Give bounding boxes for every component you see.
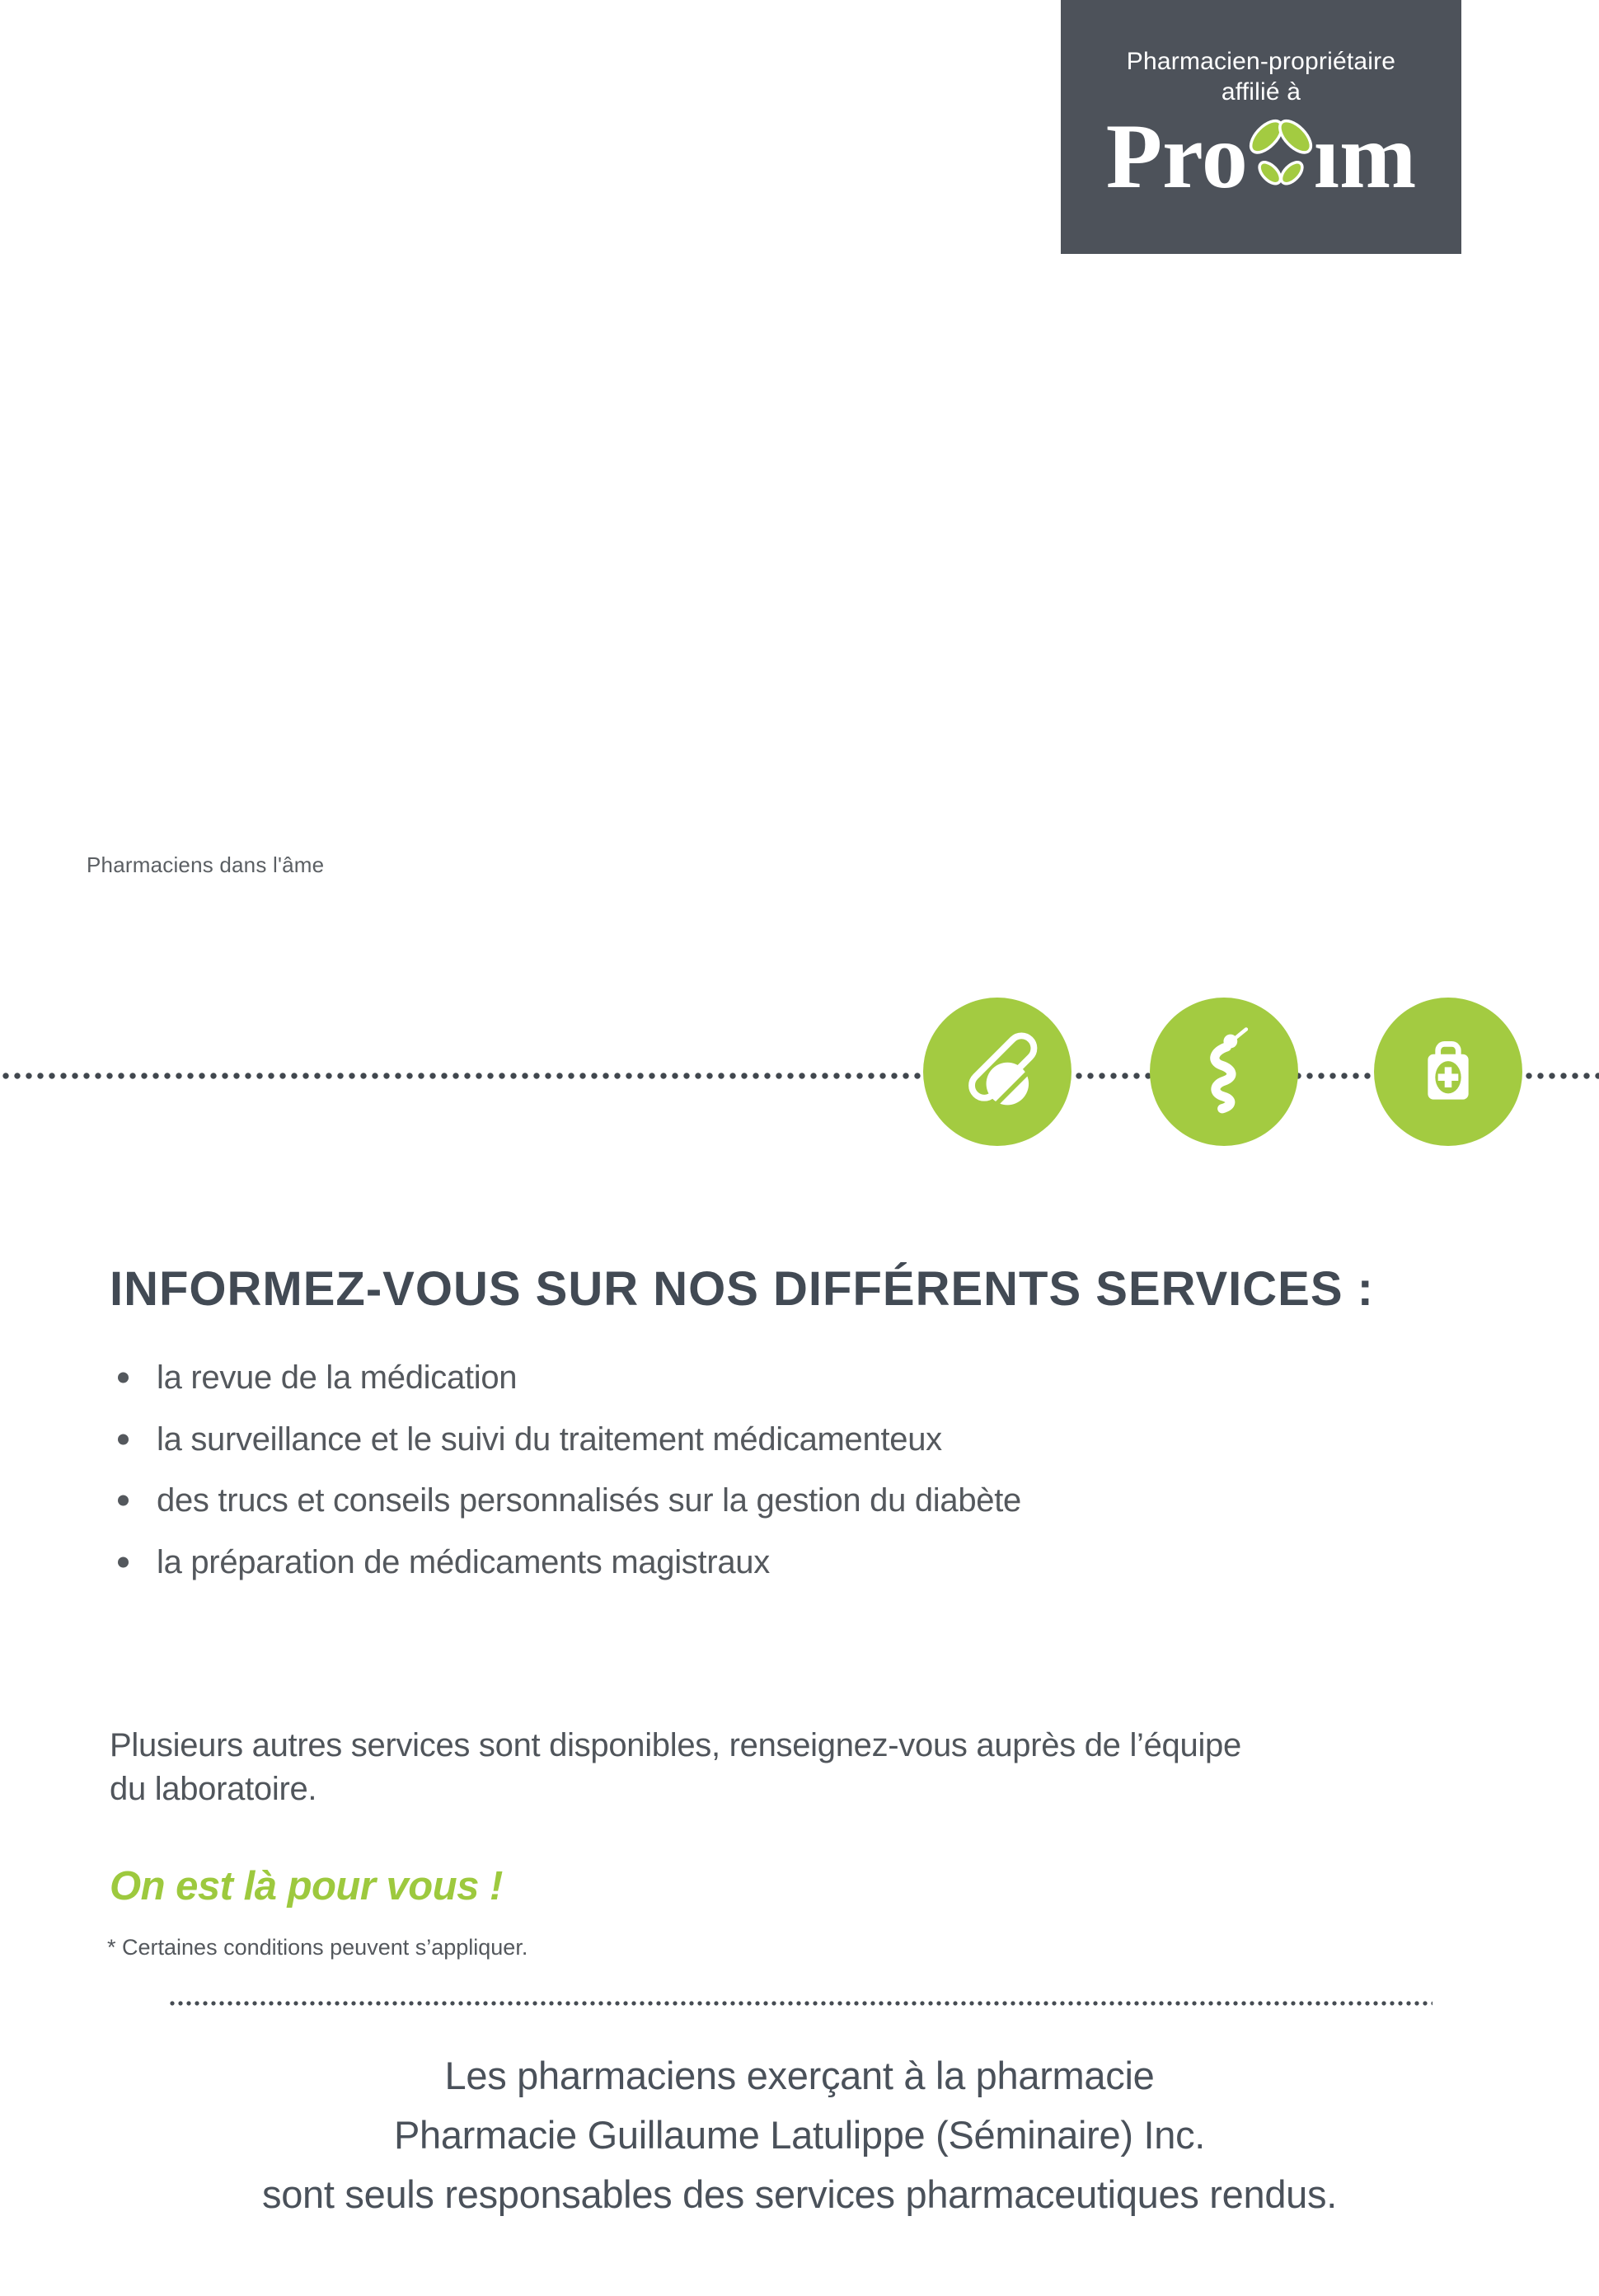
first-aid-kit-icon [1402,1026,1494,1118]
bullet-dot [118,1495,129,1506]
list-item [111,1532,1021,1594]
asclepius-icon-circle [1150,998,1298,1146]
list-item [111,1347,1021,1409]
more-services-text [110,1724,1346,1811]
bullet-dot [118,1556,129,1567]
brand-motto: Pharmaciens dans l'âme [87,852,325,877]
services-heading: INFORMEZ-VOUS SUR NOS DIFFÉRENTS SERVICES : [110,1262,1374,1316]
bullet-dot [118,1434,129,1444]
list-item [111,1470,1021,1532]
affiliation-line2: affilié à [1221,78,1301,106]
dotted-line [0,1073,1599,1079]
more-services-line1: Plusieurs autres services sont disponibles, renseignez-vous auprès de l’équipe [110,1727,1241,1763]
bullet-dot [118,1373,129,1383]
notice-line2: Pharmacie Guillaume Latulippe (Séminaire) Inc. [393,2113,1206,2157]
proxim-flower-icon [1245,112,1317,195]
more-services-line2: du laboratoire. [110,1771,317,1807]
notice-line3: sont seuls responsables des services pharmaceutiques rendus. [262,2172,1337,2216]
proxim-logo-text-pre: Pro [1105,106,1248,208]
first-aid-kit-icon-circle [1374,998,1522,1146]
proxim-logo-text-post: ım [1313,106,1417,208]
conditions-note: * Certaines conditions peuvent s’appliquer. [107,1935,528,1960]
services-list [111,1347,1021,1593]
list-item-label: des trucs et conseils personnalisés sur la gestion du diabète [157,1482,1021,1519]
proxim-logo [1061,106,1461,208]
list-item-label: la préparation de médicaments magistraux [157,1543,770,1580]
asclepius-icon [1178,1026,1270,1118]
list-item-label: la revue de la médication [157,1359,518,1396]
pill-icon [951,1026,1043,1118]
affiliation-line1: Pharmacien-propriétaire [1126,48,1396,75]
responsibility-notice [0,2046,1599,2224]
list-item-label: la surveillance et le suivi du traitement médicamenteux [157,1420,942,1458]
dotted-divider [168,2001,1433,2006]
pill-icon-circle [923,998,1071,1146]
slogan-text: On est là pour vous ! [110,1864,503,1909]
notice-line1: Les pharmaciens exerçant à la pharmacie [444,2054,1155,2097]
list-item [111,1409,1021,1471]
proxim-brand-box [1061,0,1461,254]
